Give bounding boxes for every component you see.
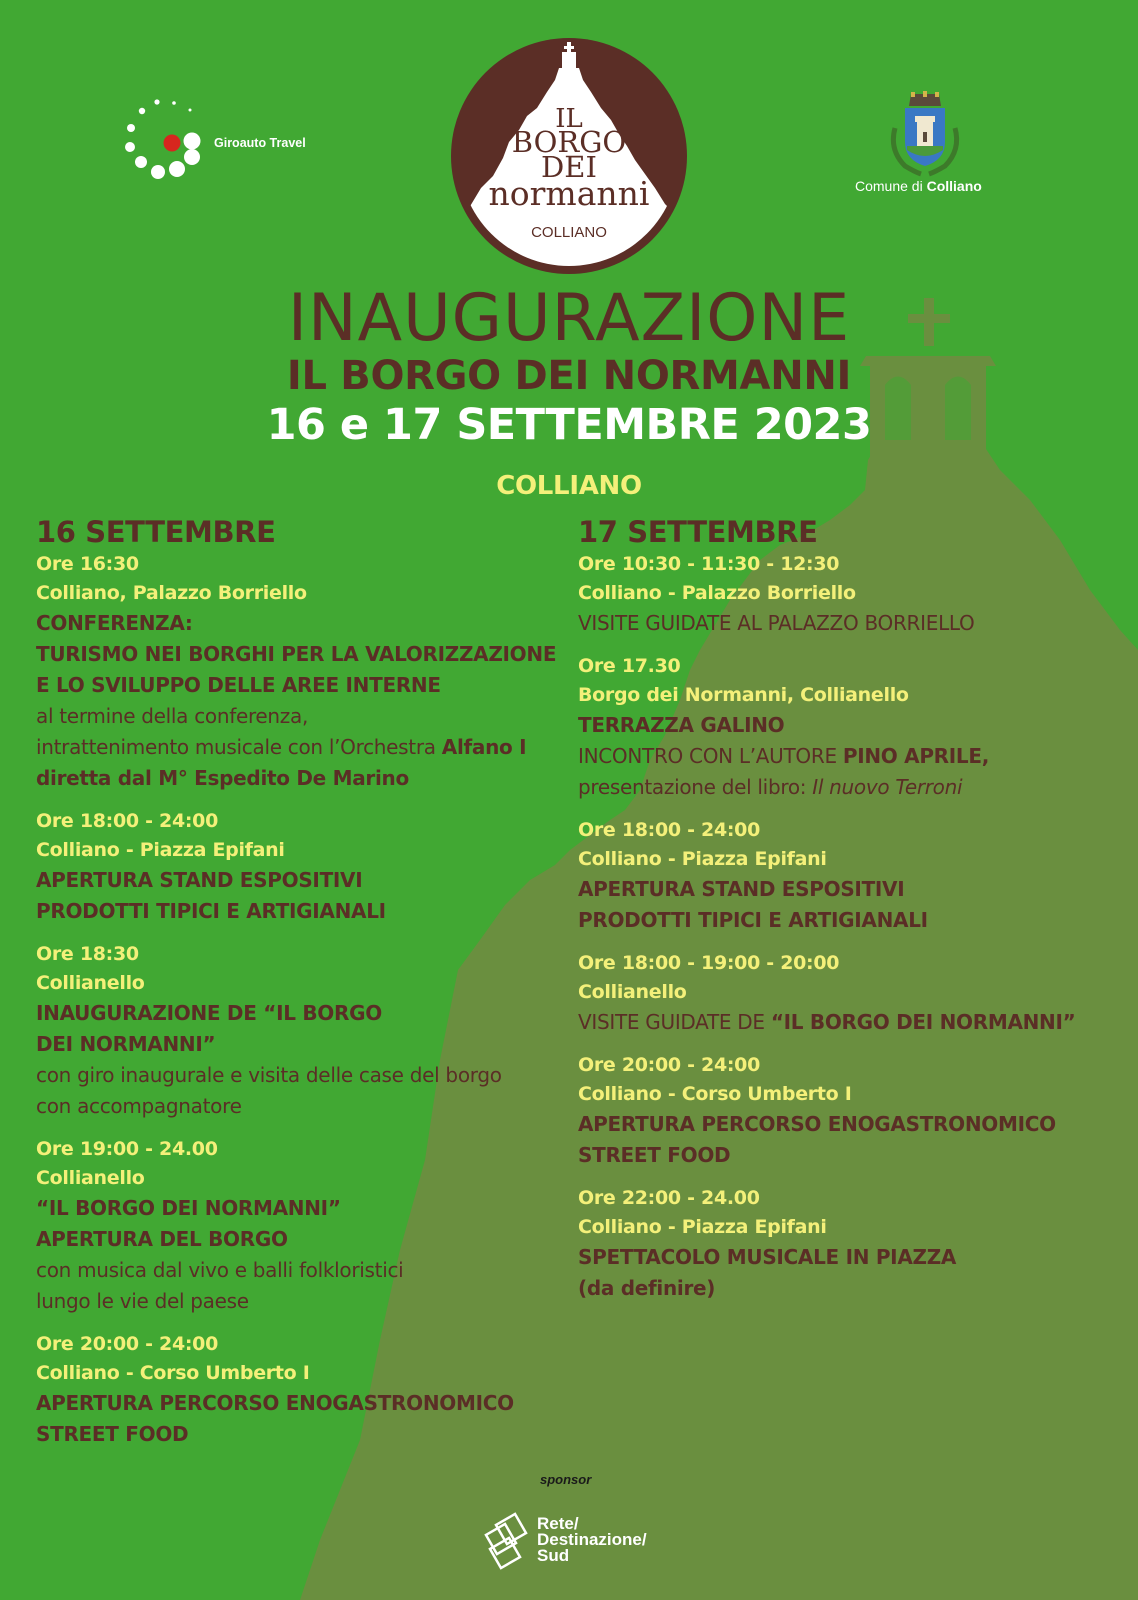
event-description-line: E LO SVILUPPO DELLE AREE INTERNE — [36, 673, 441, 697]
giroauto-logo — [120, 96, 310, 188]
event-item — [578, 652, 1123, 803]
event-list — [578, 550, 1123, 1304]
event-description-line: PRODOTTI TIPICI E ARTIGIANALI — [578, 908, 928, 932]
event-description-line: VISITE GUIDATE AL PALAZZO BORRIELLO — [578, 611, 975, 635]
event-item — [36, 1135, 576, 1317]
comune-emblem — [855, 90, 995, 200]
logo-title — [451, 104, 687, 214]
event-description-line — [578, 1007, 1123, 1038]
event-description-line: con musica dal vivo e balli folkloristici — [36, 1258, 404, 1282]
event-description-line: TERRAZZA GALINO — [578, 713, 785, 737]
logo-title-line-4: normanni — [488, 174, 650, 214]
event-time: Ore 22:00 - 24.00 — [578, 1187, 760, 1209]
page-title: INAUGURAZIONE — [287, 281, 851, 356]
description-text: intrattenimento musicale con l’Orchestra — [36, 735, 442, 759]
borgo-normanni-logo — [451, 38, 687, 274]
event-description-line — [578, 772, 1123, 803]
event-place: Colliano - Palazzo Borriello — [578, 582, 856, 604]
sponsor-label: sponsor — [540, 1472, 592, 1487]
event-dates: 16 e 17 SETTEMBRE 2023 — [266, 400, 872, 450]
event-description-line: al termine della conferenza, — [36, 704, 309, 728]
event-place: Colliano - Piazza Epifani — [36, 839, 285, 861]
event-place: Colliano, Palazzo Borriello — [36, 582, 307, 604]
event-description-line: APERTURA STAND ESPOSITIVI — [578, 877, 905, 901]
event-description-line: con giro inaugurale e visita delle case del borgo — [36, 1063, 502, 1087]
page-subtitle: IL BORGO DEI NORMANNI — [286, 353, 852, 399]
event-list — [36, 550, 576, 1450]
event-description-line: diretta dal M° Espedito De Marino — [36, 766, 409, 790]
event-description-line: (da definire) — [578, 1276, 716, 1300]
day-heading: 17 SETTEMBRE — [578, 515, 818, 549]
book-title: Il nuovo Terroni — [812, 775, 963, 799]
event-description-line: “IL BORGO DEI NORMANNI” — [36, 1196, 341, 1220]
logo-title-line-2: BORGO — [511, 125, 627, 160]
event-description-line: STREET FOOD — [578, 1143, 731, 1167]
event-item — [578, 949, 1123, 1038]
day-heading: 16 SETTEMBRE — [36, 515, 276, 549]
giroauto-dots-icon — [120, 96, 210, 188]
event-place: Colliano - Corso Umberto I — [578, 1083, 852, 1105]
event-item — [578, 550, 1123, 639]
description-text: presentazione del libro: — [578, 775, 813, 799]
logo-title-line-1: IL — [555, 104, 583, 134]
event-location: COLLIANO — [496, 471, 642, 501]
event-time: Ore 18:00 - 19:00 - 20:00 — [578, 952, 840, 974]
event-place: Borgo dei Normanni, Collianello — [578, 684, 909, 706]
event-time: Ore 20:00 - 24:00 — [578, 1054, 760, 1076]
logo-title-line-3: DEI — [541, 150, 597, 185]
event-item — [578, 816, 1123, 936]
description-text: INCONTRO CON L’AUTORE — [578, 744, 843, 768]
description-bold-text: Alfano I — [441, 735, 527, 759]
event-time: Ore 16:30 — [36, 553, 139, 575]
event-description-line: con accompagnatore — [36, 1094, 242, 1118]
event-item — [578, 1184, 1123, 1304]
description-text: VISITE GUIDATE DE — [578, 1010, 771, 1034]
event-description-line — [36, 732, 576, 763]
event-description-line: STREET FOOD — [36, 1422, 189, 1446]
event-description-line — [578, 741, 1123, 772]
rete-squares-icon — [484, 1512, 532, 1572]
rete-line-1: Rete/ — [537, 1514, 579, 1533]
event-item — [36, 1330, 576, 1450]
event-time: Ore 18:30 — [36, 943, 139, 965]
comune-label — [855, 178, 982, 194]
event-item — [36, 550, 576, 794]
logo-subtitle: COLLIANO — [531, 224, 607, 241]
event-place: Colliano - Piazza Epifani — [578, 1216, 827, 1238]
event-description-line: DEI NORMANNI” — [36, 1032, 216, 1056]
event-place: Collianello — [36, 972, 145, 994]
event-item — [36, 940, 576, 1122]
event-description-line: APERTURA PERCORSO ENOGASTRONOMICO — [36, 1391, 514, 1415]
event-time: Ore 17.30 — [578, 655, 681, 677]
event-description-line: APERTURA PERCORSO ENOGASTRONOMICO — [578, 1112, 1056, 1136]
event-description-line: SPETTACOLO MUSICALE IN PIAZZA — [578, 1245, 957, 1269]
event-description-line: INAUGURAZIONE DE “IL BORGO — [36, 1001, 382, 1025]
event-place: Colliano - Corso Umberto I — [36, 1362, 310, 1384]
giroauto-text: Giroauto Travel — [214, 136, 306, 150]
description-bold-text: PINO APRILE, — [842, 744, 990, 768]
event-time: Ore 18:00 - 24:00 — [36, 810, 218, 832]
rete-text — [537, 1516, 647, 1564]
event-description-line: APERTURA STAND ESPOSITIVI — [36, 868, 363, 892]
rete-line-3: Sud — [537, 1546, 570, 1565]
event-time: Ore 10:30 - 11:30 - 12:30 — [578, 553, 840, 575]
event-description-line: lungo le vie del paese — [36, 1289, 249, 1313]
event-place: Collianello — [36, 1167, 145, 1189]
event-description-line: APERTURA DEL BORGO — [36, 1227, 288, 1251]
event-time: Ore 19:00 - 24.00 — [36, 1138, 218, 1160]
comune-name: Colliano — [926, 178, 982, 194]
event-place: Collianello — [578, 981, 687, 1003]
event-place: Colliano - Piazza Epifani — [578, 848, 827, 870]
coat-of-arms-icon — [885, 90, 965, 180]
event-item — [36, 807, 576, 927]
schedule-day-16 — [36, 514, 576, 1450]
schedule-day-17 — [578, 514, 1123, 1304]
event-item — [578, 1051, 1123, 1171]
event-description-line: TURISMO NEI BORGHI PER LA VALORIZZAZIONE — [36, 642, 557, 666]
description-bold-text: “IL BORGO DEI NORMANNI” — [770, 1010, 1076, 1034]
event-description-line: PRODOTTI TIPICI E ARTIGIANALI — [36, 899, 386, 923]
event-time: Ore 20:00 - 24:00 — [36, 1333, 218, 1355]
comune-prefix: Comune di — [855, 178, 927, 194]
event-time: Ore 18:00 - 24:00 — [578, 819, 760, 841]
rete-line-2: Destinazione/ — [537, 1530, 647, 1549]
event-description-line: CONFERENZA: — [36, 611, 193, 635]
